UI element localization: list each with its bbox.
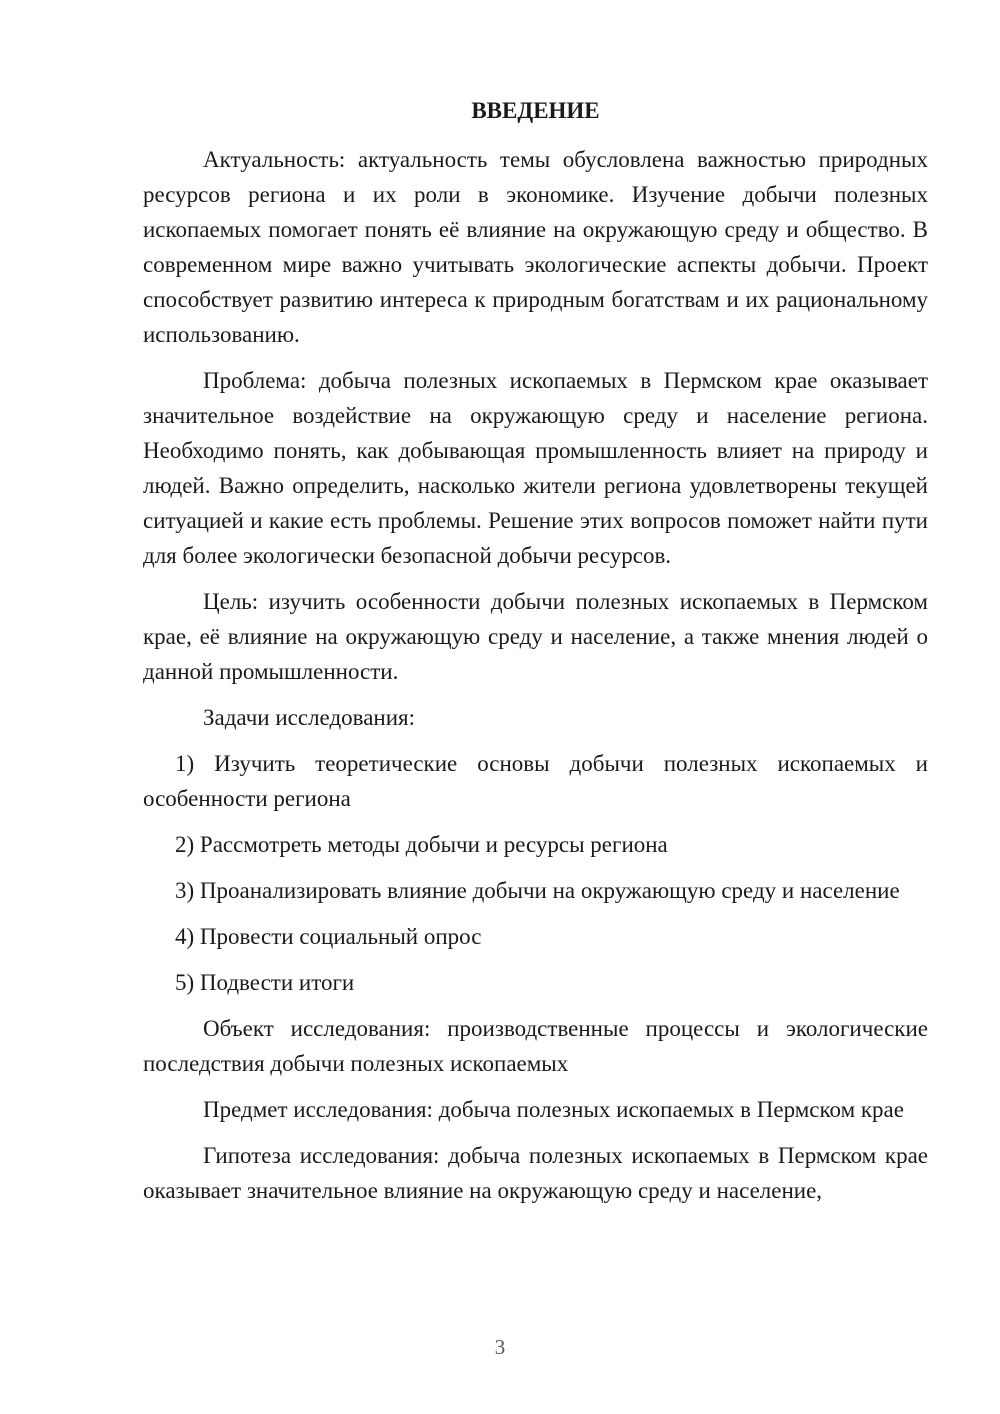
page-number: 3 [494, 1335, 506, 1359]
relevance-paragraph: Актуальность: актуальность темы обусловлена важностью природных ресурсов региона и их роли в экономике. Изучение добычи полезных ископаемых помогает понять её влияние на окружающую среду и общество. В современном мире важно учитывать экологические аспекты добычи. Проект способствует развитию интереса к природным богатствам и их рациональному использованию. [143, 147, 928, 347]
task-item-3: 3) Проанализировать влияние добычи на окружающую среду и население [175, 878, 900, 903]
task-item-1: 1) Изучить теоретические основы добычи полезных ископаемых и особенности региона [143, 751, 928, 811]
hypothesis-paragraph: Гипотеза исследования: добыча полезных ископаемых в Пермском крае оказывает значительное влияние на окружающую среду и население, [143, 1143, 928, 1203]
task-item-2: 2) Рассмотреть методы добычи и ресурсы региона [175, 832, 668, 857]
page-content [143, 97, 928, 1219]
section-title: ВВЕДЕНИЕ [471, 98, 600, 123]
subject-paragraph: Предмет исследования: добыча полезных ископаемых в Пермском крае [203, 1097, 904, 1122]
object-paragraph: Объект исследования: производственные процессы и экологические последствия добычи полезных ископаемых [143, 1016, 928, 1076]
task-item-5: 5) Подвести итоги [175, 970, 355, 995]
task-item-4: 4) Провести социальный опрос [175, 924, 482, 949]
tasks-heading: Задачи исследования: [203, 705, 416, 730]
problem-paragraph: Проблема: добыча полезных ископаемых в Пермском крае оказывает значительное воздействие на окружающую среду и население региона. Необходимо понять, как добывающая промышленность влияет на природу и людей. Важно определить, насколько жители региона удовлетворены текущей ситуацией и какие есть проблемы. Решение этих вопросов поможет найти пути для более экологически безопасной добычи ресурсов. [143, 368, 928, 568]
goal-paragraph: Цель: изучить особенности добычи полезных ископаемых в Пермском крае, её влияние на окружающую среду и население, а также мнения людей о данной промышленности. [143, 589, 928, 684]
